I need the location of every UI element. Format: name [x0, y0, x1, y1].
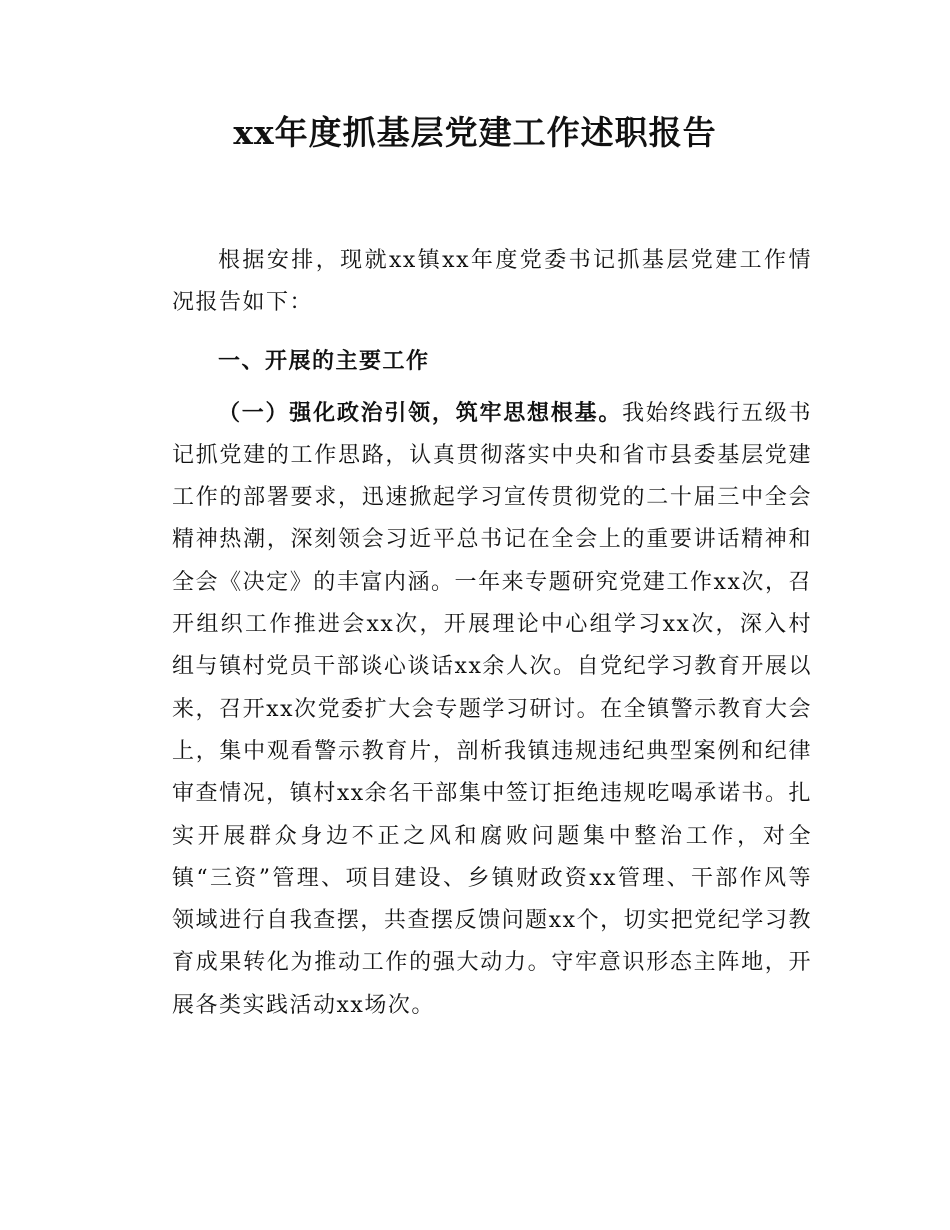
body-paragraph: [172, 393, 812, 1027]
subsection-heading: （一）强化政治引领，筑牢思想根基。: [218, 400, 623, 426]
document-title: xx年度抓基层党建工作述职报告: [233, 113, 717, 152]
section-heading: 一、开展的主要工作: [218, 348, 430, 374]
document-body: [172, 240, 812, 1027]
subsection-text: 我始终践行五级书记抓党建的工作思路，认真贯彻落实中央和省市县委基层党建工作的部署要求，迅速掀起学习宣传贯彻党的二十届三中全会精神热潮，深刻领会习近平总书记在全会上的重要讲话精神和全会《决定》的丰富内涵。一年来专题研究党建工作xx次，召开组织工作推进会xx次，开展理论中心组学习xx次，深入村组与镇村党员干部谈心谈话xx余人次。自党纪学习教育开展以来，召开xx次党委扩大会专题学习研讨。在全镇警示教育大会上，集中观看警示教育片，剖析我镇违规违纪典型案例和纪律审查情况，镇村xx余名干部集中签订拒绝违规吃喝承诺书。扎实开展群众身边不正之风和腐败问题集中整治工作，对全镇“三资”管理、项目建设、乡镇财政资xx管理、干部作风等领域进行自我查摆，共查摆反馈问题xx个，切实把党纪学习教育成果转化为推动工作的强大动力。守牢意识形态主阵地，开展各类实践活动xx场次。: [172, 400, 812, 1018]
intro-paragraph: 根据安排，现就xx镇xx年度党委书记抓基层党建工作情况报告如下：: [172, 248, 812, 316]
